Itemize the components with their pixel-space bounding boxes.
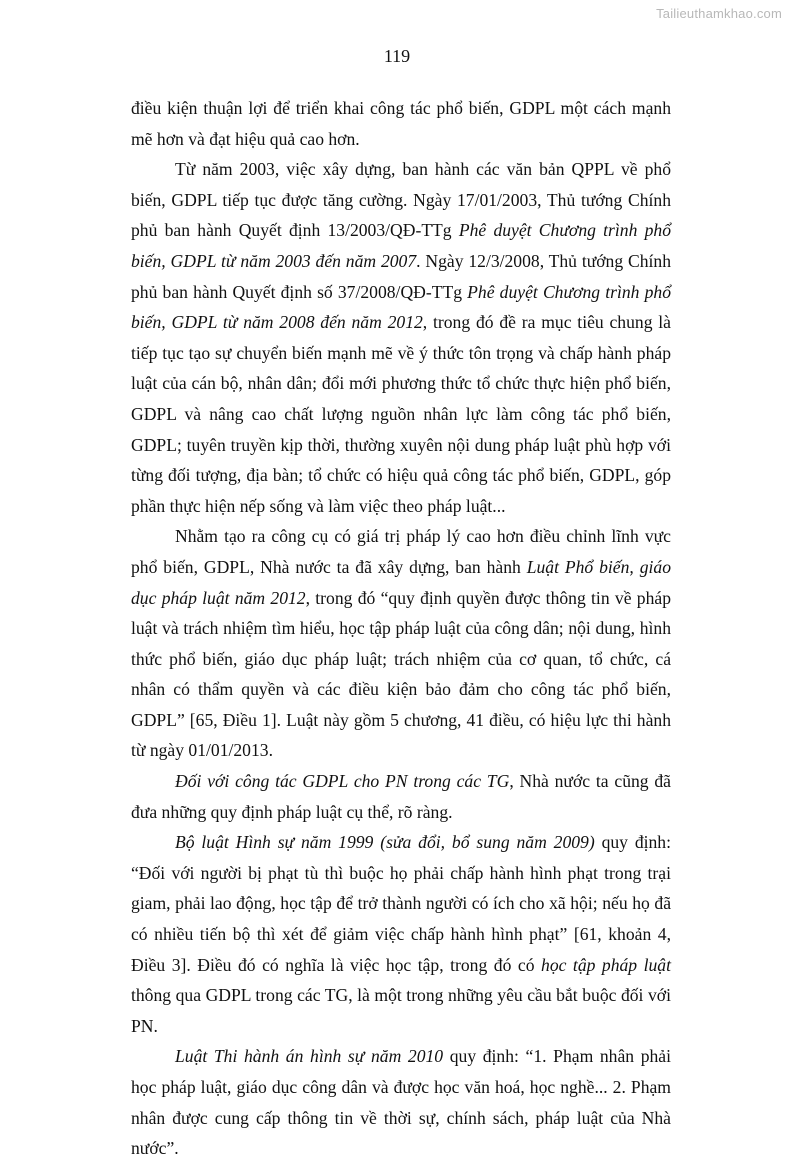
text-run: , Nhà nước ta cũng đã đưa những quy định pháp luật cụ thể, rõ ràng. — [131, 771, 671, 822]
text-run: , trong đó đề ra mục tiêu chung là tiếp tục tạo sự chuyển biến mạnh mẽ về ý thức tôn trọng và chấp hành pháp luật của cán bộ, nhân dân; đổi mới phương thức tổ chức thực hiện phổ biến, GDPL và nâng cao chất lượng nguồn nhân lực làm công tác phổ biến, GDPL; tuyên truyền kịp thời, thường xuyên nội dung pháp luật phù hợp với từng đối tượng, địa bàn; tổ chức có hiệu quả công tác phổ biến, GDPL, góp phần thực hiện nếp sống và làm việc theo pháp luật... — [131, 312, 671, 516]
text-run: quy định: “Đối với người bị phạt tù thì buộc họ phải chấp hành hình phạt trong trại giam, phải lao động, học tập để trở thành người có ích cho xã hội; nếu họ đã có nhiều tiến bộ thì xét để giảm việc chấp hành hình phạt” [61, khoản 4, Điều 3]. Điều đó có nghĩa là việc học tập, trong đó có — [131, 832, 671, 975]
italic-run: Luật Phổ biến, giáo dục pháp luật năm 2012 — [131, 556, 671, 608]
italic-run: Phê duyệt Chương trình phổ biến, GDPL từ năm 2003 đến năm 2007 — [131, 220, 672, 271]
text-run: thông qua GDPL trong các TG, là một trong những yêu cầu bắt buộc đối với PN. — [131, 985, 671, 1036]
watermark: Tailieuthamkhao.com — [656, 6, 782, 21]
italic-run: Luật Thi hành án hình sự năm 2010 — [175, 1046, 444, 1067]
text-run: . Ngày 12/3/2008, Thủ tướng Chính phủ ban hành Quyết định số 37/2008/QĐ-TTg — [131, 250, 672, 302]
text-run: điều kiện thuận lợi để triển khai công tác phổ biến, GDPL một cách mạnh mẽ hơn và đạt hiệu quả cao hơn. — [131, 98, 671, 149]
paragraph-6 — [131, 1041, 671, 1163]
italic-run: Phê duyệt Chương trình phổ biến, GDPL từ năm 2008 đến năm 2012 — [131, 281, 671, 333]
document-body — [131, 93, 671, 1164]
paragraph-4 — [131, 766, 671, 827]
paragraph-3 — [131, 521, 671, 766]
text-run: , trong đó “quy định quyền được thông tin về pháp luật và trách nhiệm tìm hiểu, học tập pháp luật của công dân; nội dung, hình thức phổ biến, giáo dục pháp luật; trách nhiệm của cơ quan, tổ chức, cá nhân có thẩm quyền và các điều kiện bảo đảm cho công tác phổ biến, GDPL” [65, Điều 1]. Luật này gồm 5 chương, 41 điều, có hiệu lực thi hành từ ngày 01/01/2013. — [131, 587, 671, 761]
text-run: quy định: “1. Phạm nhân phải học pháp luật, giáo dục công dân và được học văn hoá, học nghề... 2. Phạm nhân được cung cấp thông tin về thời sự, chính sách, pháp luật của Nhà nước”. — [131, 1046, 671, 1159]
paragraph-2 — [131, 154, 671, 521]
paragraph-5 — [131, 827, 671, 1041]
italic-run: Đối với công tác GDPL cho PN trong các TG — [175, 771, 510, 792]
italic-run: Bộ luật Hình sự năm 1999 (sửa đổi, bổ sung năm 2009) — [175, 832, 595, 853]
italic-run: học tập pháp luật — [541, 954, 671, 975]
text-run: Từ năm 2003, việc xây dựng, ban hành các văn bản QPPL về phổ biến, GDPL tiếp tục được tăng cường. Ngày 17/01/2003, Thủ tướng Chính phủ ban hành Quyết định 13/2003/QĐ-TTg — [131, 159, 671, 241]
paragraph-1 — [131, 93, 671, 154]
page-number: 119 — [383, 46, 411, 66]
text-run: Nhằm tạo ra công cụ có giá trị pháp lý cao hơn điều chỉnh lĩnh vực phổ biến, GDPL, Nhà nước ta đã xây dựng, ban hành — [131, 526, 671, 577]
